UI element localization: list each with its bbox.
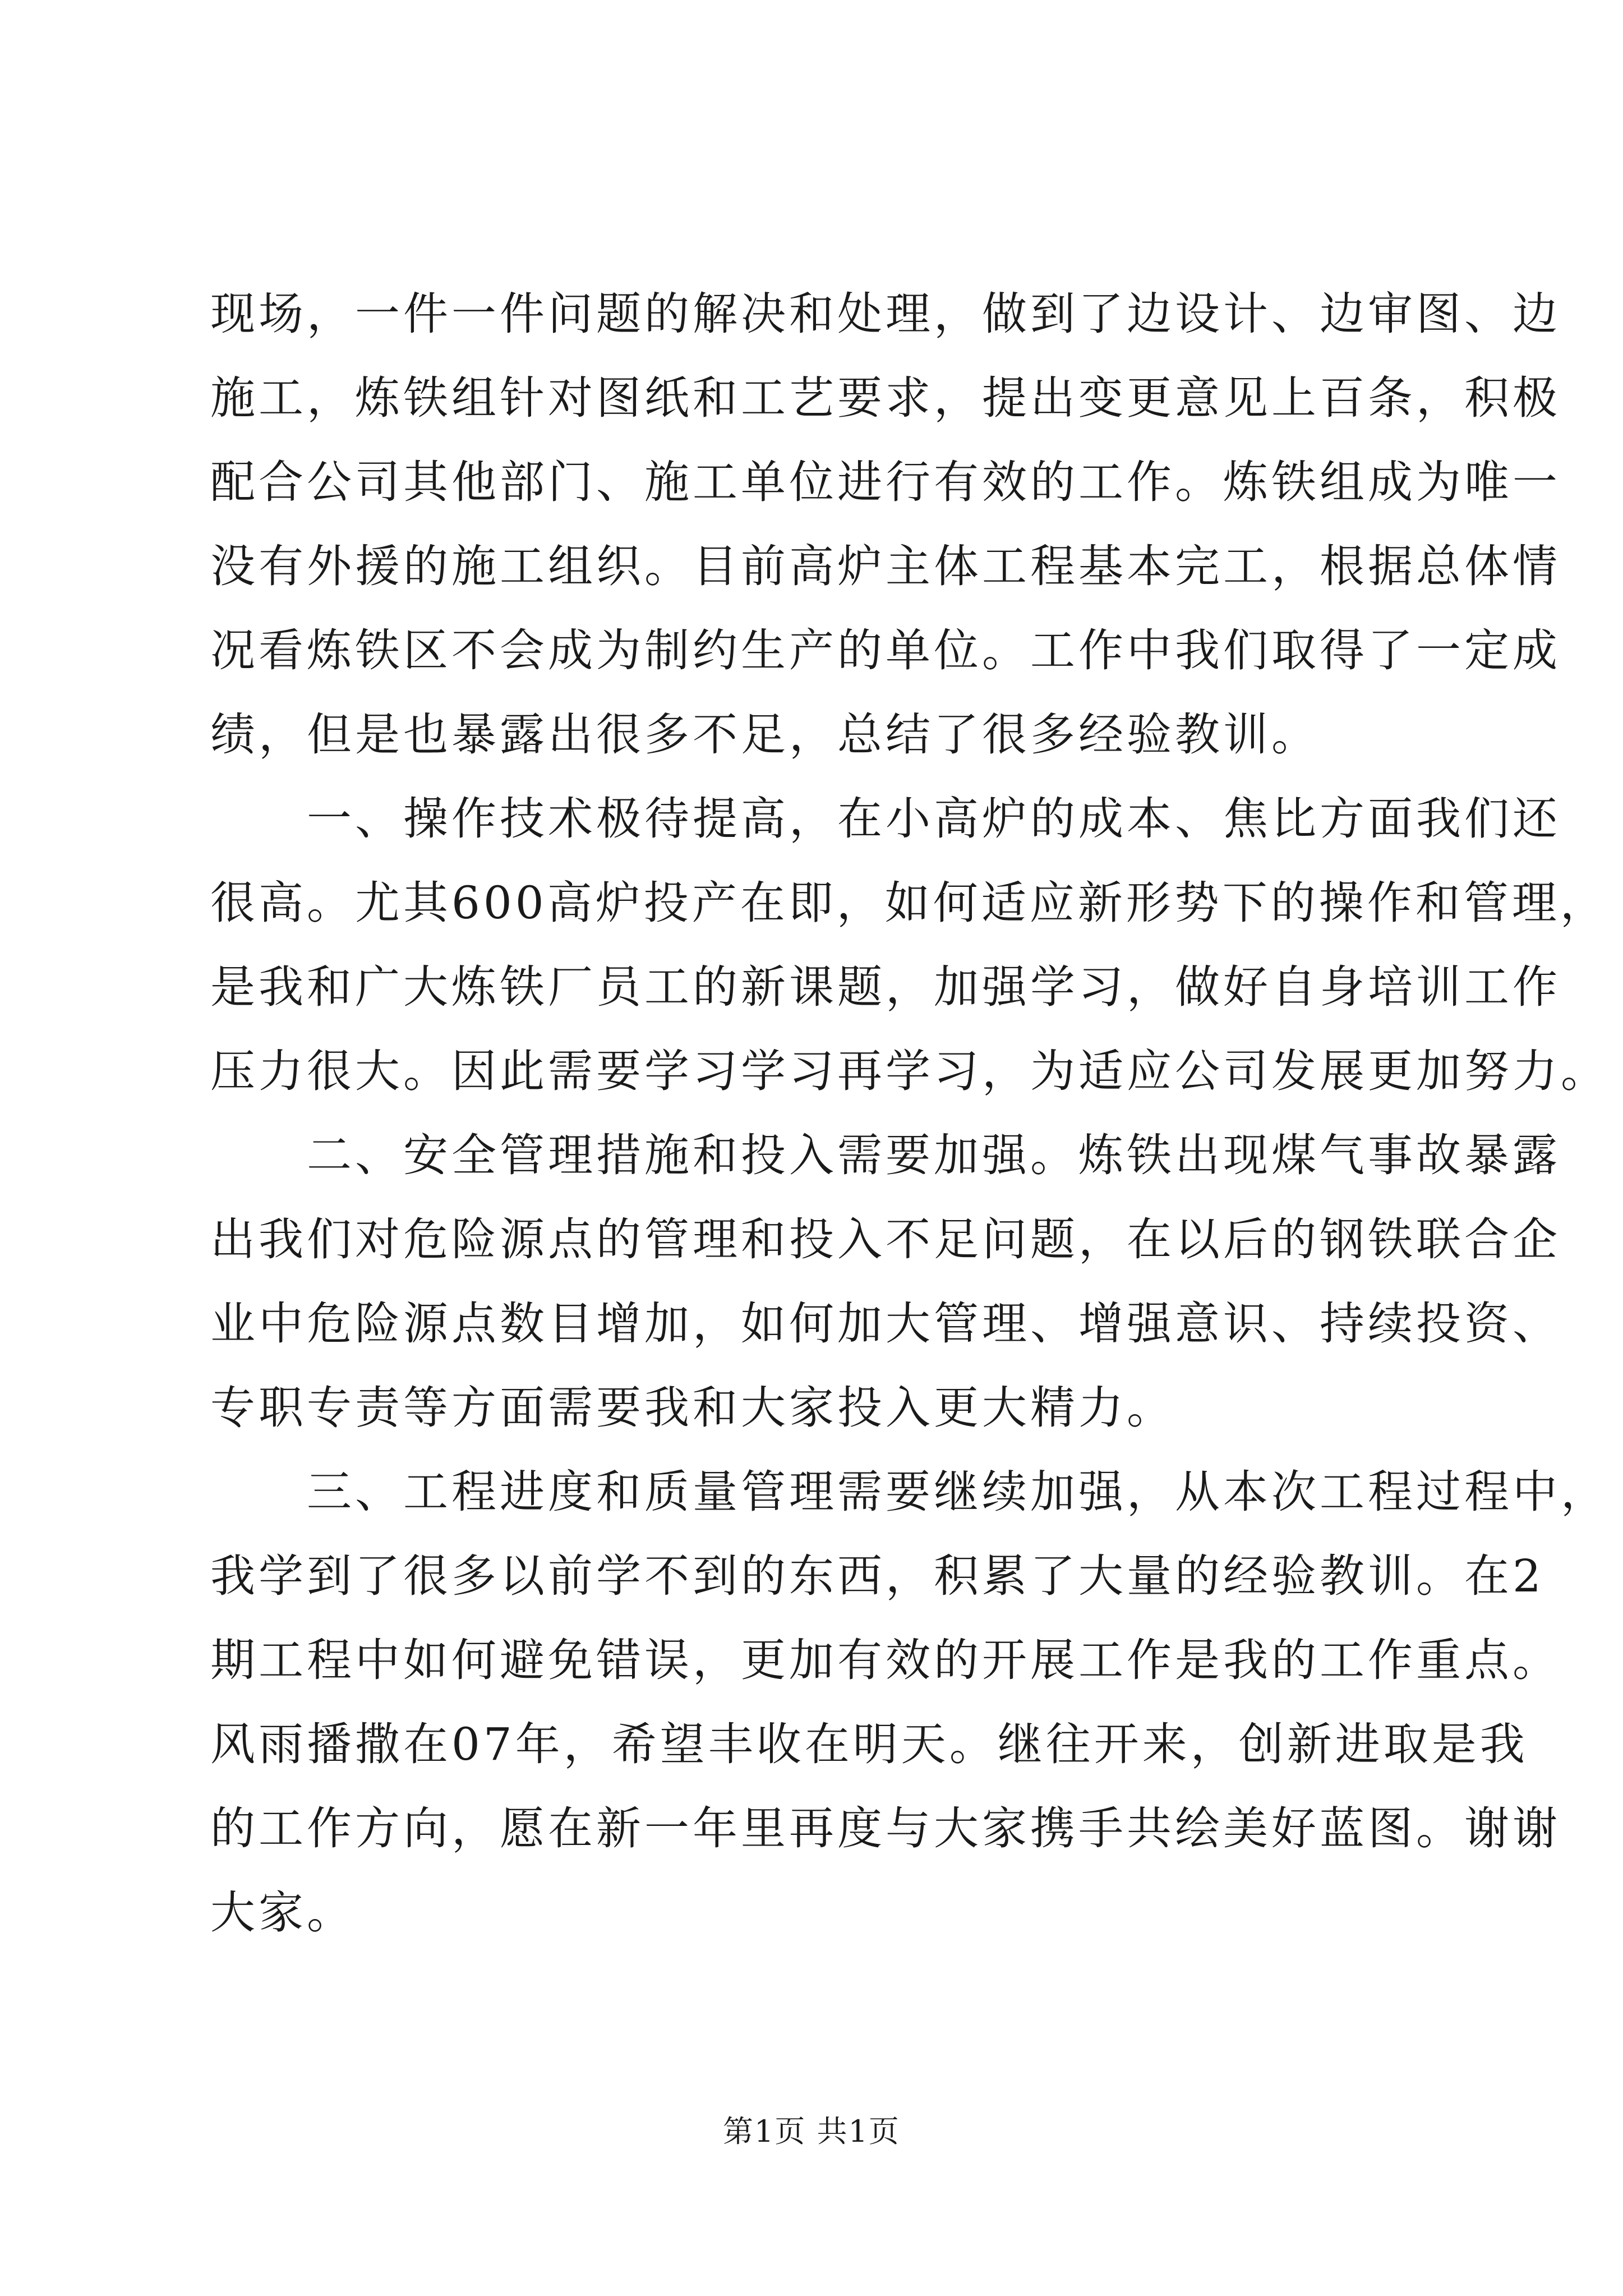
text-line: 二、安全管理措施和投入需要加强。炼铁出现煤气事故暴露	[210, 1129, 1561, 1181]
text-line: 现场，一件一件问题的解决和处理，做到了边设计、边审图、边	[210, 288, 1561, 340]
text-line: 压力很大。因此需要学习学习再学习，为适应公司发展更加努力。	[210, 1045, 1609, 1097]
text-line: 况看炼铁区不会成为制约生产的单位。工作中我们取得了一定成	[210, 624, 1561, 677]
text-line: 的工作方向，愿在新一年里再度与大家携手共绘美好蓝图。谢谢	[210, 1802, 1561, 1855]
page-footer	[0, 2109, 1623, 2154]
text-line: 配合公司其他部门、施工单位进行有效的工作。炼铁组成为唯一	[210, 456, 1561, 508]
text-line: 很高。尤其600高炉投产在即，如何适应新形势下的操作和管理，	[210, 877, 1608, 929]
text-line: 绩，但是也暴露出很多不足，总结了很多经验教训。	[210, 708, 1320, 761]
text-line: 风雨播撒在07年，希望丰收在明天。继往开来，创新进取是我	[210, 1718, 1528, 1770]
text-line: 出我们对危险源点的管理和投入不足问题，在以后的钢铁联合企	[210, 1213, 1561, 1266]
text-line: 三、工程进度和质量管理需要继续加强，从本次工程过程中，	[210, 1466, 1609, 1518]
text-line: 专职专责等方面需要我和大家投入更大精力。	[210, 1382, 1175, 1434]
text-line: 期工程中如何避免错误，更加有效的开展工作是我的工作重点。	[210, 1634, 1561, 1686]
text-line: 施工，炼铁组针对图纸和工艺要求，提出变更意见上百条，积极	[210, 372, 1561, 424]
text-line: 大家。	[210, 1887, 355, 1939]
text-line: 没有外援的施工组织。目前高炉主体工程基本完工，根据总体情	[210, 540, 1561, 592]
text-line: 业中危险源点数目增加，如何加大管理、增强意识、持续投资、	[210, 1297, 1561, 1350]
text-line: 一、操作技术极待提高，在小高炉的成本、焦比方面我们还	[210, 793, 1561, 845]
text-line: 我学到了很多以前学不到的东西，积累了大量的经验教训。在2	[210, 1550, 1544, 1602]
text-line: 是我和广大炼铁厂员工的新课题，加强学习，做好自身培训工作	[210, 961, 1561, 1013]
page-number-label: 第1页 共1页	[723, 2114, 900, 2149]
